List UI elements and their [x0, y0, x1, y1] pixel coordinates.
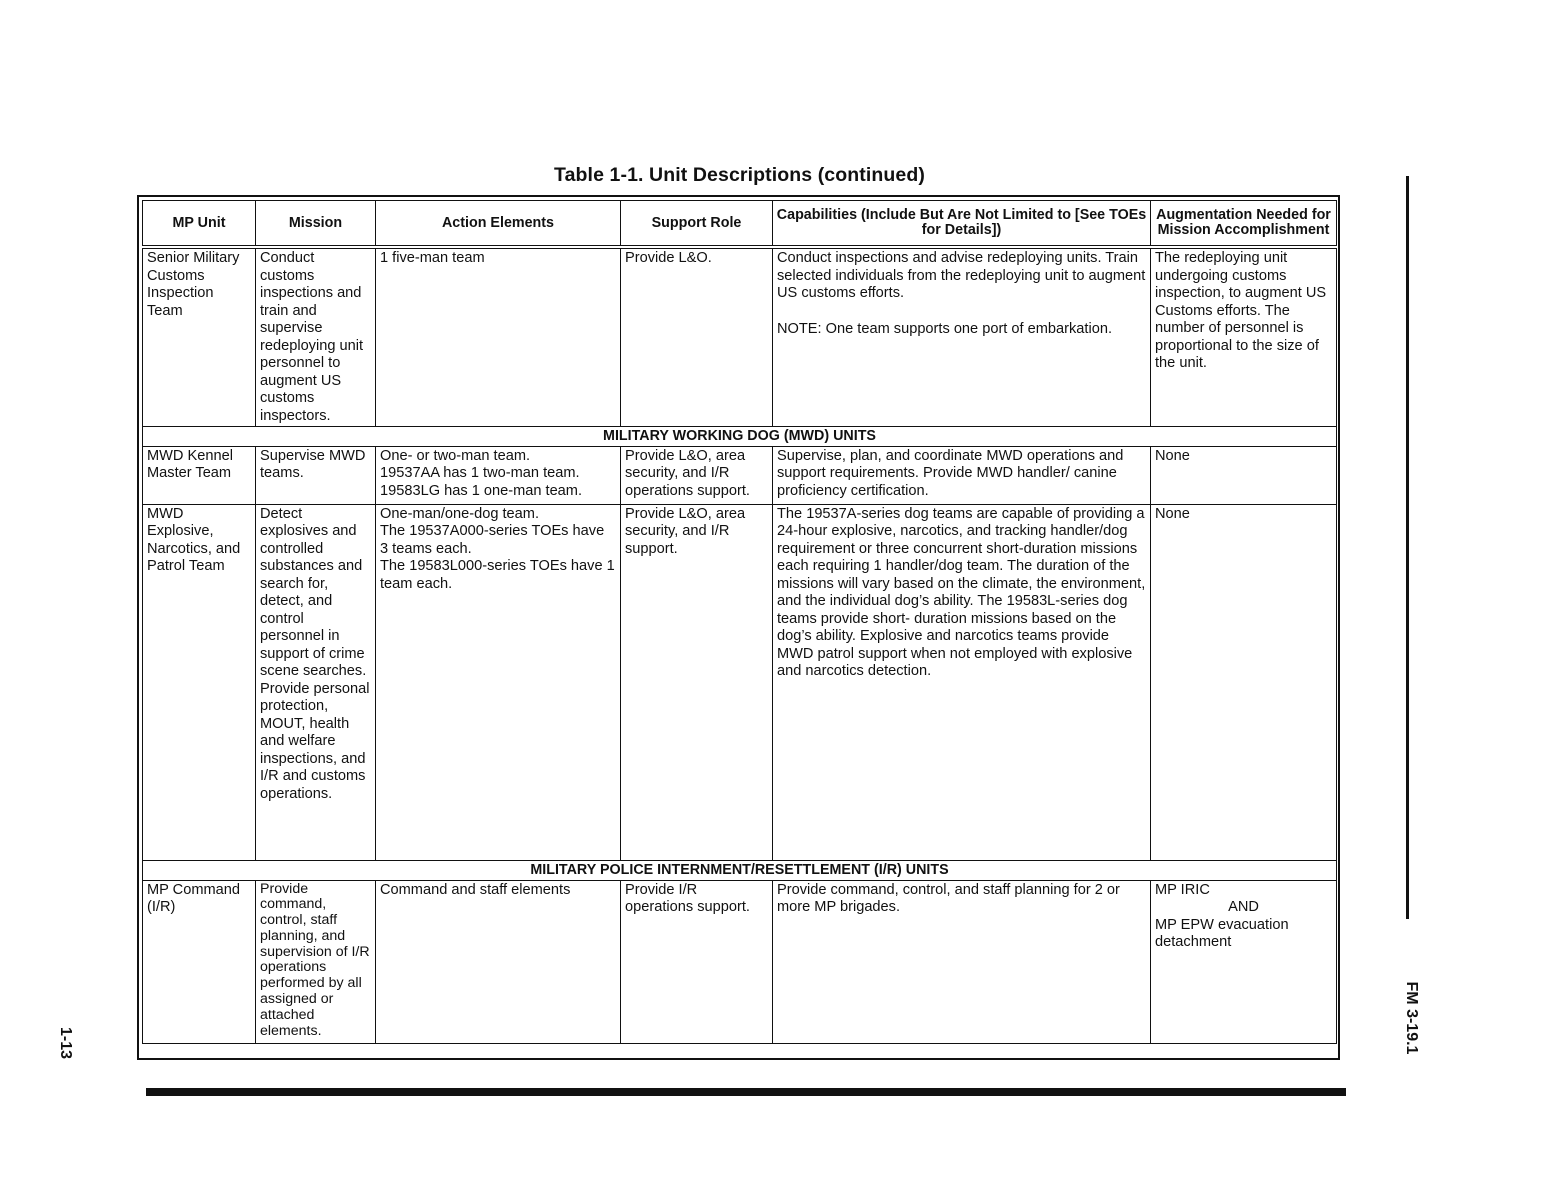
action-line: The 19583L000-series TOEs have 1 team each. — [380, 558, 615, 592]
header-capabilities: Capabilities (Include But Are Not Limited to [See TOEs for Details]) — [773, 201, 1151, 248]
augmentation-and: AND — [1228, 899, 1259, 915]
table-row — [143, 880, 1337, 1043]
capabilities-text: Conduct inspections and advise redeploying units. Train selected individuals from the redeploying unit to augment US customs efforts. — [777, 250, 1146, 301]
cell-augmentation: None — [1151, 446, 1337, 504]
cell-support-role: Provide L&O, area security, and I/R operations support. — [621, 446, 773, 504]
cell-mp-unit: MWD Explosive, Narcotics, and Patrol Team — [143, 504, 256, 860]
section-header-ir — [143, 860, 1337, 880]
cell-mp-unit: MWD Kennel Master Team — [143, 446, 256, 504]
page-number: 1-13 — [57, 1026, 74, 1060]
cell-augmentation: None — [1151, 504, 1337, 860]
cell-capabilities: Supervise, plan, and coordinate MWD operations and support requirements. Provide MWD handler/ canine proficiency certification. — [773, 446, 1151, 504]
cell-augmentation: The redeploying unit undergoing customs inspection, to augment US Customs efforts. The number of personnel is proportional to the size of the unit. — [1151, 247, 1337, 426]
cell-mission: Conduct customs inspections and train and supervise redeploying unit personnel to augment US customs inspectors. — [256, 247, 376, 426]
header-support-role: Support Role — [621, 201, 773, 248]
section-title: MILITARY WORKING DOG (MWD) UNITS — [143, 426, 1337, 446]
header-action-elements: Action Elements — [376, 201, 621, 248]
action-line: 19537AA has 1 two-man team. — [380, 465, 580, 481]
header-mission: Mission — [256, 201, 376, 248]
cell-action-elements — [376, 504, 621, 860]
table-row — [143, 446, 1337, 504]
cell-capabilities: The 19537A-series dog teams are capable of providing a 24-hour explosive, narcotics, and tracking handler/dog requirement or three concurrent short-duration missions each requiring 1 handler/dog team. The duration of the missions will vary based on the climate, the environment, and the individual dog’s ability. The 19583L-series dog teams provide short- duration missions based on the dog’s ability. Explosive and narcotics teams provide MWD patrol support when not employed with explosive and narcotics detection. — [773, 504, 1151, 860]
unit-descriptions-table — [142, 200, 1337, 1044]
header-row — [143, 201, 1337, 248]
cell-capabilities: Provide command, control, and staff planning for 2 or more MP brigades. — [773, 880, 1151, 1043]
document-id: FM 3-19.1 — [1403, 981, 1420, 1055]
augmentation-line: MP IRIC — [1155, 881, 1210, 898]
cell-action-elements — [376, 446, 621, 504]
margin-rule-vertical — [1406, 176, 1409, 919]
table-title: Table 1-1. Unit Descriptions (continued) — [554, 164, 925, 186]
table-row — [143, 247, 1337, 426]
action-line: One-man/one-dog team. — [380, 505, 539, 522]
header-augmentation: Augmentation Needed for Mission Accomplishment — [1151, 201, 1337, 248]
section-title: MILITARY POLICE INTERNMENT/RESETTLEMENT (I/R) UNITS — [143, 860, 1337, 880]
augmentation-line: MP EPW evacuation detachment — [1155, 916, 1289, 950]
cell-support-role: Provide I/R operations support. — [621, 880, 773, 1043]
header-mp-unit: MP Unit — [143, 201, 256, 248]
cell-support-role: Provide L&O. — [621, 247, 773, 426]
footer-rule — [146, 1088, 1346, 1096]
action-line: The 19537A000-series TOEs have 3 teams each. — [380, 523, 605, 557]
cell-mp-unit: Senior Military Customs Inspection Team — [143, 247, 256, 426]
cell-mp-unit: MP Command (I/R) — [143, 880, 256, 1043]
cell-action-elements: Command and staff elements — [376, 880, 621, 1043]
cell-mission: Provide command, control, staff planning, and supervision of I/R operations performed by all assigned or attached elements. — [256, 880, 376, 1043]
cell-augmentation — [1151, 880, 1337, 1043]
cell-mission: Supervise MWD teams. — [256, 446, 376, 504]
cell-support-role: Provide L&O, area security, and I/R support. — [621, 504, 773, 860]
action-line: One- or two-man team. — [380, 447, 531, 464]
cell-action-elements: 1 five-man team — [376, 247, 621, 426]
cell-mission: Detect explosives and controlled substances and search for, detect, and control personnel in support of crime scene searches. Provide personal protection, MOUT, health and welfare inspections, and I/R and customs operations. — [256, 504, 376, 860]
table-row — [143, 504, 1337, 860]
action-line: 19583LG has 1 one-man team. — [380, 482, 583, 499]
section-header-mwd — [143, 426, 1337, 446]
capabilities-note: NOTE: One team supports one port of embarkation. — [777, 320, 1113, 337]
cell-capabilities — [773, 247, 1151, 426]
